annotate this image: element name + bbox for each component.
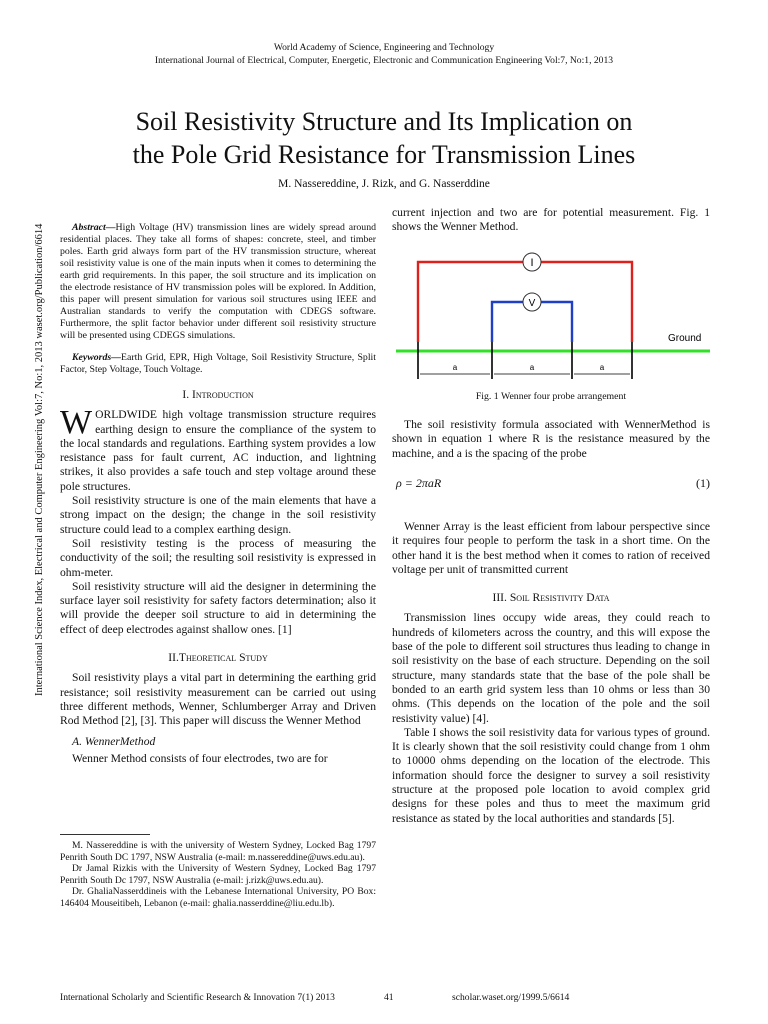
subsection-heading-wenner: A. WennerMethod — [72, 734, 156, 748]
drop-cap: W — [60, 404, 93, 442]
section-heading-theoretical-study: II.Theoretical Study — [168, 651, 268, 665]
equation-1 — [396, 476, 710, 491]
theory-paragraph-2: Wenner Method consists of four electrodes, two are for — [72, 751, 328, 765]
wenner-figure — [396, 244, 710, 384]
right-column-formula-intro — [392, 418, 710, 461]
footnote-rule — [60, 834, 150, 835]
keywords-text: Earth Grid, EPR, High Voltage, Soil Resistivity Structure, Split Factor, Step Voltage, Touch Voltage. — [60, 352, 376, 375]
wenner-array-paragraph: Wenner Array is the least efficient from labour perspective since it requires four people to perform the task in a short time. On the other hand it is the best method when it comes to ration of received voltage per unit of transmitted current — [392, 520, 710, 576]
abstract: Abstract—High Voltage (HV) transmission lines are widely spread around residential places. They take all forms of shapes: concrete, steel, and timber poles. Earth grid always form part of the HV transmission structure, whereat soil resistivity value is one of the main inputs when it comes to determining the earth grid requirements. In this paper, the soil structure and its implication on the electrode resistance of HV transmission poles will be explored. In Addition, this paper will present simulation for various soil structures using IEEE and Australian standards to verify the computation with CDEGS software. Furthermore, the split factor behavior under different soil resistivity structure will be presented using CDEGS simulations. — [60, 222, 376, 341]
soil-paragraph-2: Table I shows the soil resistivity data for various types of ground. It is clearly shown that the soil resistivity could change from 1 ohm to 10000 ohms depending on the location of the electrode. This information should force the designer to survey a soil resistivity structure at the proposed pole location to avoid complex grid designs for these poles and thus to meet the maximum grid resistance as stated by the local authorities and standards [5]. — [392, 725, 710, 825]
intro-paragraph-1: WORLDWIDE high voltage transmission structure requires earthing design to ensure the compliance of the system to the local standards and regulations. Earthing system provides a low resistance pass for fault current, AC induction, and lightning strikes, it also provides a safe touch and step voltage around these pole structures. — [60, 404, 376, 493]
right-column-top — [392, 206, 710, 235]
footnote-3: Dr. GhaliaNasserddineis with the Lebanese International University, PO Box: 146404 Mouseitibeh, Lebanon (e-mail: ghalia.nasserddine@liu.edu.lb). — [60, 886, 376, 909]
spacing-label-3: a — [599, 363, 605, 372]
abstract-label: Abstract — [72, 222, 106, 233]
keywords: Keywords—Earth Grid, EPR, High Voltage, Soil Resistivity Structure, Split Factor, Step Voltage, Touch Voltage. — [60, 352, 376, 375]
page-number: 41 — [384, 992, 394, 1003]
section-heading-introduction: I. Introduction — [182, 388, 254, 401]
right-column-bottom — [392, 520, 710, 826]
authors: M. Nassereddine, J. Rizk, and G. Nasserddine — [278, 178, 490, 190]
formula-paragraph: The soil resistivity formula associated with WennerMethod is shown in equation 1 where R is the resistance measured by the machine, and a is the spacing of the probe — [392, 418, 710, 460]
keywords-label: Keywords — [72, 352, 112, 363]
wenner-continuation: current injection and two are for potential measurement. Fig. 1 shows the Wenner Method. — [392, 206, 710, 234]
figure-caption: Fig. 1 Wenner four probe arrangement — [475, 391, 627, 402]
intro-paragraph-4: Soil resistivity structure will aid the designer in determining the surface layer soil resistivity for safety factors determination; also it will provide the deeper soil structure to aid in determining the effect of deep electrodes against shallow ones. [1] — [60, 579, 376, 636]
footnote-2: Dr Jamal Rizkis with the University of Western Sydney, Locked Bag 1797 Penrith South Dc 1797, NSW Australia (e-mail: j.rizk@uws.edu.au). — [60, 863, 376, 886]
intro-paragraph-2: Soil resistivity structure is one of the main elements that have a strong impact on the design; the change in the soil resistivity structure could lead to a complex earthing design. — [60, 494, 376, 536]
footnote-1: M. Nassereddine is with the university of Western Sydney, Locked Bag 1797 Penrith South DC 1797, NSW Australia (e-mail: m.nassereddine@uws.edu.au). — [60, 840, 376, 863]
journal-name: International Journal of Electrical, Computer, Energetic, Electronic and Communication Engineering Vol:7, No:1, 2013 — [154, 55, 614, 66]
paper-title — [40, 105, 728, 171]
left-column — [60, 222, 376, 766]
spacing-label-2: a — [529, 363, 535, 372]
equation-number: (1) — [696, 476, 710, 490]
ammeter-label: I — [530, 257, 534, 269]
theory-paragraph-1: Soil resistivity plays a vital part in determining the earthing grid resistance; soil resistivity measurement can be carried out using three different methods, Wenner, Schlumberger Array and Driven Rod Method [2], [3]. This paper will discuss the Wenner Method — [60, 671, 376, 728]
footer-publisher: International Scholarly and Scientific Research & Innovation 7(1) 2013 — [60, 992, 335, 1003]
title-line-1: Soil Resistivity Structure and Its Implication on — [135, 107, 633, 136]
section-heading-soil-resistivity-data: III. Soil Resistivity Data — [492, 591, 610, 605]
equation-expression: ρ = 2πaR — [396, 476, 442, 490]
voltmeter-label: V — [528, 298, 536, 309]
abstract-text: High Voltage (HV) transmission lines are widely spread around residential places. They take all forms of shapes: concrete, steel, and timber poles. Earth grid always form part of the HV transmission structure, whereat soil resistivity value is one of the main inputs when it comes to determining the earth grid requirements. In this paper, the soil structure and its implication on the electrode resistance of HV transmission poles will be explored. In Addition, this paper will present simulation for various soil structures using IEEE and Australian standards to verify the computation with CDEGS software. Furthermore, the split factor behavior under different soil resistivity structure will be presented using CDEGS simulations. — [60, 222, 376, 341]
title-line-2: the Pole Grid Resistance for Transmission Lines — [132, 140, 636, 169]
ground-label: Ground — [668, 333, 702, 344]
soil-paragraph-1: Transmission lines occupy wide areas, they could reach to hundreds of kilometers across the country, and this will expose the base of the pole to different soil structures thus leading to change in soil resistivity on the base of each structure. Depending on the soil structure, many standards state that the base of the pole shall be bonded to an earth grid system less than 10 ohms or less than 30 ohms. (This depends on the location of the pole and the soil resistivity value) [4]. — [392, 611, 710, 725]
spacing-label-1: a — [452, 363, 458, 372]
footnotes — [60, 840, 376, 910]
footer-url: scholar.waset.org/1999.5/6614 — [452, 992, 570, 1003]
intro-paragraph-3: Soil resistivity testing is the process of measuring the conductivity of the soil; the resulting soil resistivity is expressed in ohm-meter. — [60, 536, 376, 579]
side-margin-citation: International Science Index, Electrical and Computer Engineering Vol:7, No:1, 2013 waset.org/Publication/6614 — [34, 223, 45, 696]
journal-publisher: World Academy of Science, Engineering and Technology — [273, 42, 495, 53]
